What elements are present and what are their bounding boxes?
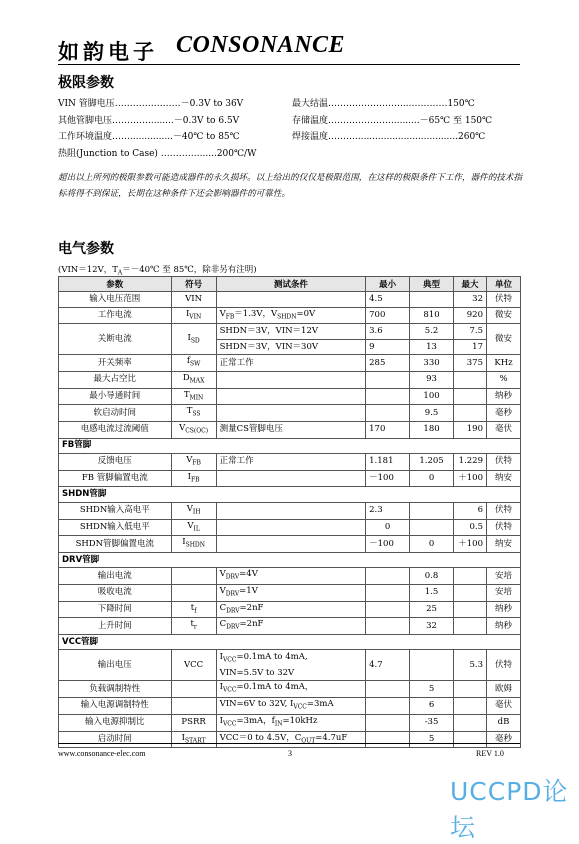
table-row: 吸收电流 $V_{DRV}=1V$ 1.5 安培 bbox=[59, 584, 521, 601]
abs-item: 存储温度…………………..........－65℃ 至 150℃ bbox=[292, 115, 493, 126]
brand-english: CONSONANCE bbox=[176, 32, 346, 58]
table-group-row: VCC管脚 bbox=[59, 635, 521, 650]
elec-title: 电气参数 bbox=[58, 241, 114, 257]
table-row: 输出电流 $V_{DRV}=4V$ 0.8 安培 bbox=[59, 568, 521, 585]
table-group-row: DRV管脚 bbox=[59, 552, 521, 567]
table-row: 输出电压 VCC $I_{VCC}=0.1mA$ to 4mA, VIN=5.5V to 32V 4.7 5.3 伏特 bbox=[59, 650, 521, 681]
header-rule bbox=[58, 64, 520, 65]
abs-item: 热阻(Junction to Case) ………….......200℃/W bbox=[58, 148, 257, 159]
table-row: FB 管脚偏置电流 $I_{FB}$ －100 0 ＋100 纳安 bbox=[59, 470, 521, 487]
footer-rule bbox=[58, 743, 520, 744]
table-group-row: FB管脚 bbox=[59, 438, 521, 453]
table-row: SHDN管脚偏置电流 $I_{SHDN}$ －100 0 ＋100 纳安 bbox=[59, 536, 521, 553]
table-row: SHDN＝3V，VIN＝30V 9 13 17 bbox=[59, 339, 521, 354]
table-row: 最大占空比 $D_{MAX}$ 93 % bbox=[59, 371, 521, 388]
abs-max-title: 极限参数 bbox=[58, 75, 114, 91]
table-row: 工作电流 $I_{VIN}$ $V_{FB}=1.3V$，$V_{SHDN}=0V$ 700 810 920 微安 bbox=[59, 307, 521, 324]
table-row: 输入电压范围 VIN 4.5 32 伏特 bbox=[59, 292, 521, 307]
table-row: 输入电源抑制比 PSRR $I_{VCC}=3mA$，$f_{IN}=10kHz$ -35 dB bbox=[59, 714, 521, 731]
table-row: SHDN输入低电平 $V_{IL}$ 0 0.5 伏特 bbox=[59, 519, 521, 536]
table-row: 负载调制特性 $I_{VCC}=0.1mA$ to 4mA， 5 欧姆 bbox=[59, 681, 521, 698]
abs-item: 其他管脚电压………….........－0.3V to 6.5V bbox=[58, 115, 240, 126]
table-row: 最小导通时间 $T_{MIN}$ 100 纳秒 bbox=[59, 388, 521, 405]
table-row: 电感电流过流阈值 $V_{CS(OC)}$ 测量CS管脚电压 170 180 190 毫伏 bbox=[59, 422, 521, 439]
table-row: 下降时间 $t_f$ $C_{DRV}=2nF$ 25 纳秒 bbox=[59, 601, 521, 618]
table-row: 关断电流 $I_{SD}$ SHDN＝3V，VIN＝12V 3.6 5.2 7.5 微安 bbox=[59, 324, 521, 339]
watermark: UCCPD论坛 bbox=[450, 777, 569, 842]
electrical-table bbox=[58, 276, 521, 748]
table-row: 输入电源调制特性 VIN=6V to 32V, $I_{VCC}=3mA$ 6 毫伏 bbox=[59, 698, 521, 715]
abs-max-right-list bbox=[292, 96, 492, 146]
table-row: 反馈电压 $V_{FB}$ 正常工作 1.181 1.205 1.229 伏特 bbox=[59, 454, 521, 471]
page-header bbox=[58, 30, 520, 66]
abs-item: 焊接温度………....................................260℃ bbox=[292, 132, 486, 142]
table-row: 开关频率 $f_{SW}$ 正常工作 285 330 375 KHz bbox=[59, 355, 521, 372]
table-header-row: 参数 符号 测试条件 最小 典型 最大 单位 bbox=[59, 277, 521, 292]
abs-max-note: 超出以上所列的极限参数可能造成器件的永久损坏。以上给出的仅仅是极限范围，在这样的极限条件下工作，器件的技术指标将得不到保证，长期在这种条件下还会影响器件的可靠性。 bbox=[58, 173, 523, 199]
revision: REV 1.0 bbox=[476, 749, 504, 758]
table-group-row: SHDN管脚 bbox=[59, 487, 521, 502]
table-row: 启动时间 $I_{START}$ VCC＝0 to 4.5V，$C_{OUT}=4.7uF$ 5 毫秒 bbox=[59, 731, 521, 748]
elec-conditions: (VIN＝12V，$T_A=-40℃$ 至 85℃，除非另有注明) bbox=[58, 265, 257, 277]
table-row: 软启动时间 $T_{SS}$ 9.5 毫秒 bbox=[59, 405, 521, 422]
brand-chinese: 如韵电子 bbox=[58, 39, 158, 64]
abs-item: VIN 管脚电压…………….……－0.3V to 36V bbox=[58, 99, 244, 109]
page-number: 3 bbox=[288, 749, 292, 758]
abs-max-left-list bbox=[58, 96, 256, 162]
abs-item: 最大结温……………………....…………150℃ bbox=[292, 99, 475, 109]
table-row: 上升时间 $t_r$ $C_{DRV}=2nF$ 32 纳秒 bbox=[59, 618, 521, 635]
footer-url: www.consonance-elec.com bbox=[58, 749, 146, 758]
abs-item: 工作环境温度……...............－40℃ to 85℃ bbox=[58, 132, 240, 142]
table-row: SHDN输入高电平 $V_{IH}$ 2.3 6 伏特 bbox=[59, 502, 521, 519]
